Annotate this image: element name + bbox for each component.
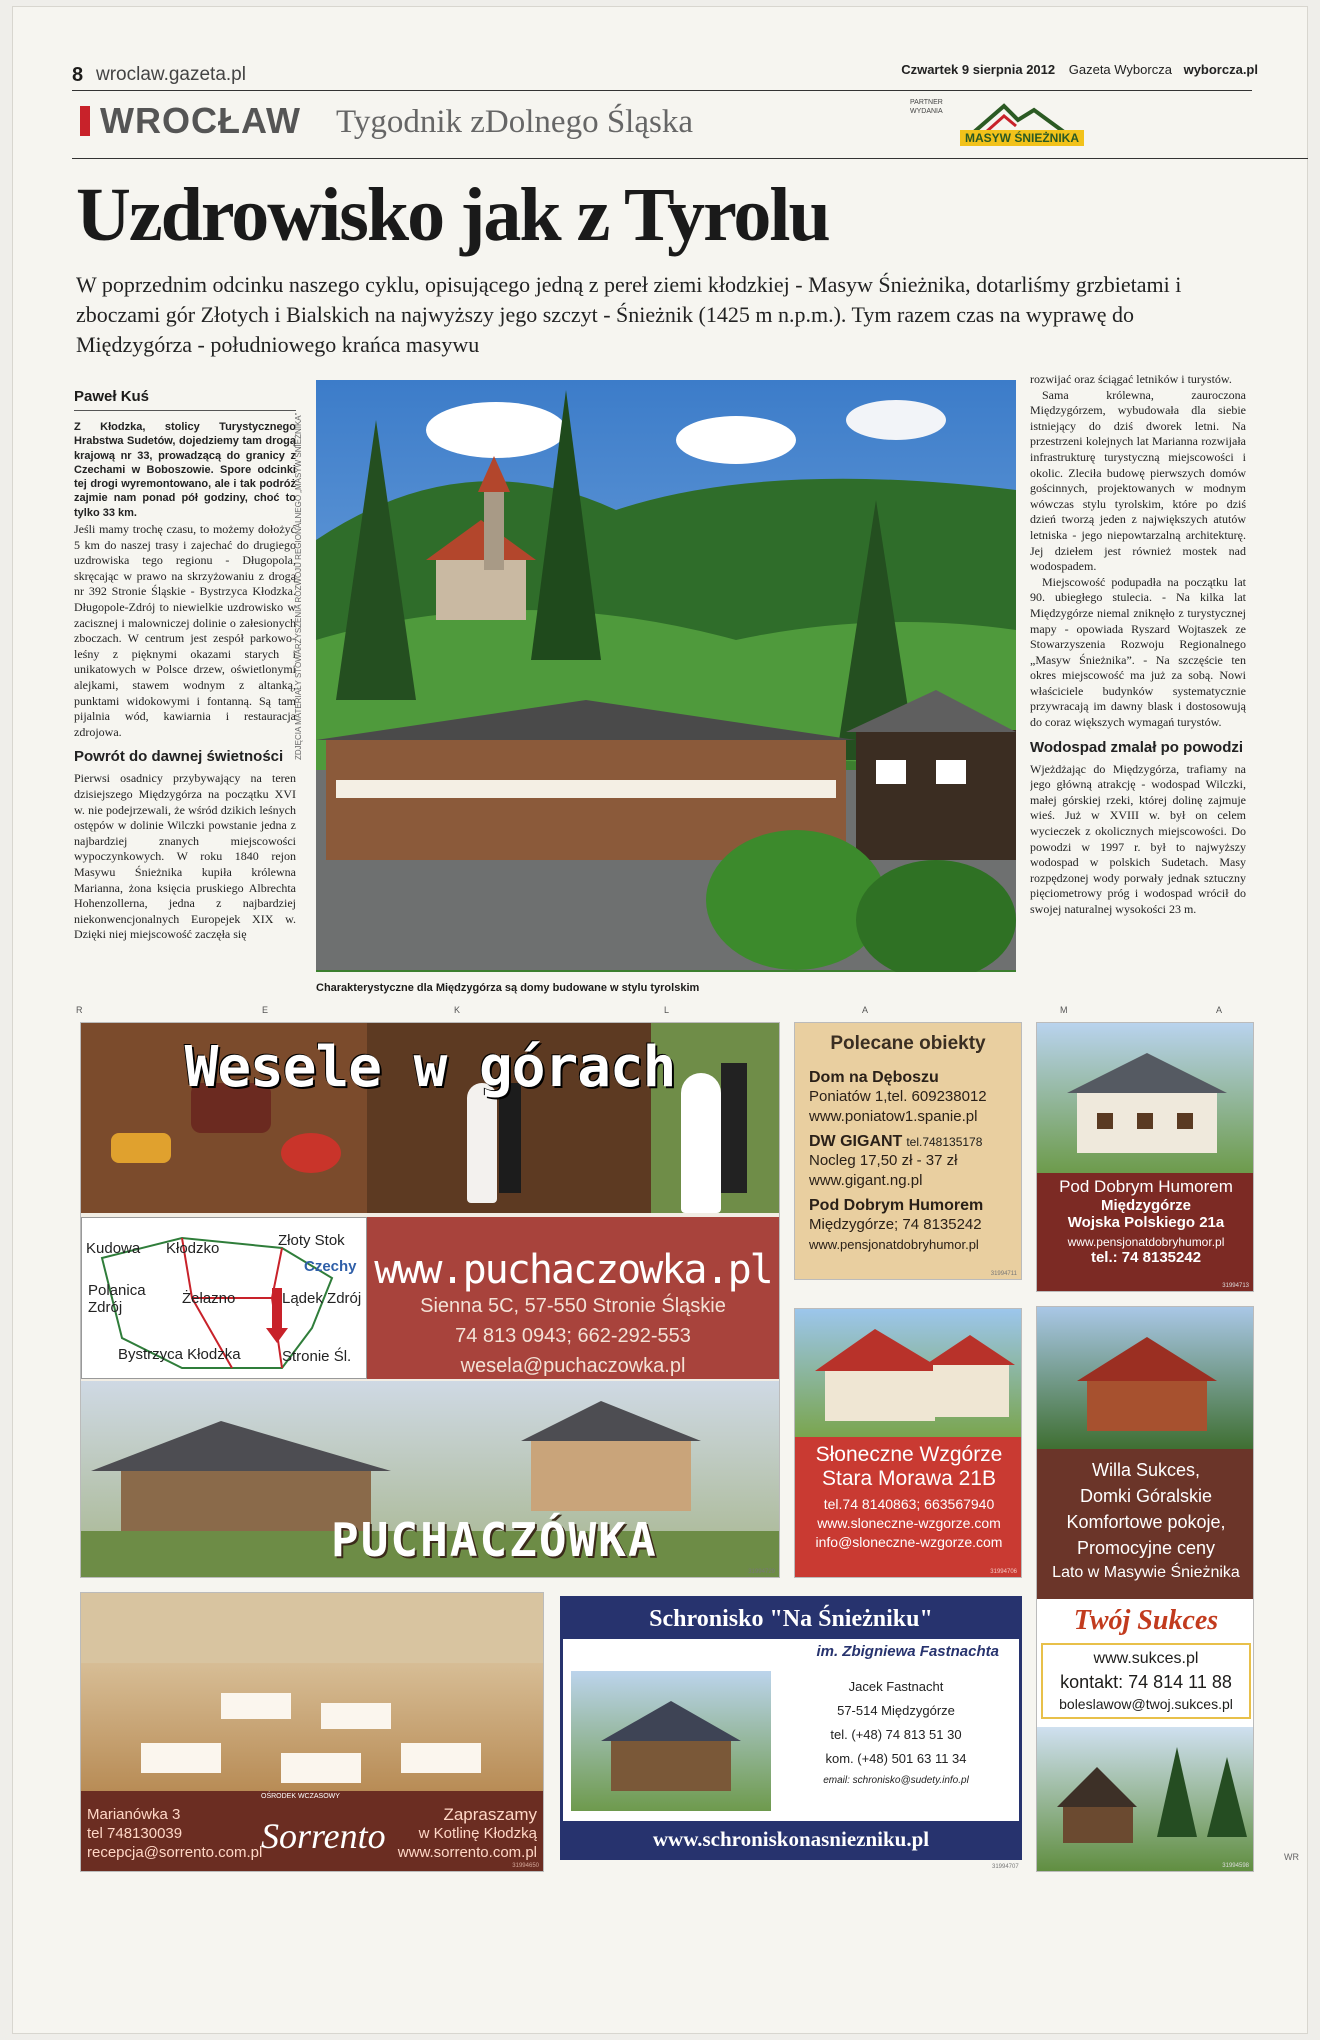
ad-line: Stara Morawa 21B — [822, 1467, 996, 1490]
ad-code: 31994650 — [512, 1863, 539, 1869]
paper-url[interactable]: wyborcza.pl — [1183, 62, 1258, 77]
restaurant-illustration — [81, 1593, 544, 1791]
ad-line: Domki Góralskie — [1079, 1486, 1213, 1506]
reklama-letter: R — [76, 1005, 83, 1015]
cottage-photo — [1037, 1727, 1254, 1872]
offer-panel — [1037, 1449, 1254, 1599]
partner-logo-text: MASYW ŚNIEŻNIKA — [960, 130, 1084, 146]
ad-polecane-obiekty[interactable] — [794, 1022, 1022, 1280]
ad-schronisko[interactable] — [560, 1596, 1022, 1860]
contact-panel — [795, 1443, 1022, 1552]
headline: Uzdrowisko jak z Tyrolu — [76, 173, 829, 257]
ad-code: 31994598 — [1222, 1863, 1249, 1869]
listing-url[interactable]: www.poniatow1.spanie.pl — [809, 1108, 978, 1125]
lead-paragraph: W poprzednim odcinku naszego cyklu, opisującego jedną z pereł ziemi kłodzkiej - Masyw Śnieżnika, dotarliśmy grzbietami i zboczami gór Złotych i Bialskich na najwyższy jego szczyt - Śnieżnik (1425 m n.p.m.). Tym razem czas na wyprawę do Międzygórza - południowego krańca masywu — [76, 272, 1182, 357]
ad-email[interactable]: info@sloneczne-wzgorze.com — [815, 1534, 1003, 1550]
reklama-letter: E — [262, 1005, 269, 1015]
listing-item[interactable] — [795, 1069, 1021, 1127]
listing-tel: tel.748135178 — [906, 1135, 983, 1149]
listing-line: Nocleg 17,50 zł - 37 zł — [809, 1152, 958, 1169]
listing-line: Poniatów 1,tel. 609238012 — [809, 1088, 987, 1105]
listing-url[interactable]: www.pensjonatdobryhumor.pl — [809, 1237, 979, 1252]
guesthouse-illustration — [1037, 1023, 1254, 1173]
sorrento-logo: Sorrento — [261, 1816, 386, 1856]
ad-subtitle: im. Zbigniewa Fastnachta — [816, 1643, 999, 1660]
ad-url[interactable]: www.sloneczne-wzgorze.com — [817, 1515, 1001, 1531]
map-label: Kłodzko — [166, 1240, 220, 1257]
ad-tel: tel.: 74 8135242 — [1090, 1249, 1202, 1266]
map-label: Stronie Śl. — [282, 1348, 352, 1365]
ad-address: Sienna 5C, 57-550 Stronie Śląskie — [420, 1295, 726, 1317]
reklama-letter: M — [1060, 1005, 1068, 1015]
ad-line: Pod Dobrym Humorem — [1059, 1177, 1233, 1196]
map-label: Kudowa — [86, 1240, 141, 1257]
house-photo — [795, 1309, 1022, 1437]
ad-line: Wojska Polskiego 21a — [1067, 1214, 1225, 1231]
reklama-letter: L — [664, 1005, 670, 1015]
ad-invite: Zapraszamy — [443, 1805, 537, 1824]
shelter-photo — [571, 1671, 771, 1811]
author: Paweł Kuś — [74, 388, 150, 405]
ad-url[interactable]: www.pensjonatdobryhumor.pl — [1067, 1235, 1225, 1249]
photo-credit: ZDJĘCIA MATERIAŁY STOWARZYSZENIA ROZWOJU REGIONALNEGO „MASYW ŚNIEŻNIKA” — [294, 412, 303, 760]
reklama-letter: K — [454, 1005, 461, 1015]
map-label: Bystrzyca Kłodzka — [118, 1346, 241, 1363]
restaurant-photo — [81, 1593, 544, 1791]
villa-photo — [1037, 1307, 1254, 1449]
subheading: Wodospad zmalał po powodzi — [1030, 738, 1244, 756]
ad-email[interactable]: boleslawow@twoj.sukces.pl — [1059, 1696, 1233, 1712]
ad-email[interactable]: wesela@puchaczowka.pl — [460, 1355, 686, 1377]
ad-line: 57-514 Międzygórze — [837, 1703, 955, 1718]
contact-left — [87, 1805, 262, 1862]
article-paragraph: Miejscowość podupadła na początku lat 90. ubiegłego stulecia. - Na kilka lat Międzygórze niemal zniknęło z turystycznej mapy - opowiada Ryszard Wojtaszek ze Stowarzyszenia Rozwoju Regionalnego „Masyw Śnieżnika”. - Na szczęście ten okres miejscowość ma już za sobą. Nowi właściciele budynków systematycznie przywracają im dawny blask i dostosowują do coraz większych wymagań turystów. — [1030, 574, 1246, 730]
listing-item[interactable] — [795, 1133, 1021, 1191]
section-title: WROCŁAW — [100, 100, 301, 141]
map-label: Żelazno — [182, 1290, 236, 1307]
ad-label: OŚRODEK WCZASOWY — [261, 1793, 340, 1800]
ad-email[interactable]: email: schronisko@sudety.info.pl — [823, 1775, 969, 1786]
article-paragraph: Jeśli mamy trochę czasu, to możemy dołożyć 5 km do naszej trasy i zajechać do drugiego uzdrowiska tego regionu - Długopola, skręcając w prawo na skrzyżowaniu z drogą nr 392 Stronie Śląskie - Bystrzyca Kłodzka. Długopole-Zdrój to niewielkie uzdrowisko w zacisznej i malowniczej dolinie o załesionych zboczach. W centrum jest zespół parkowo-leśny z pięknymi okazami starych i unikatowych w Polsce drzew, oświetlonymi alejkami, stawem wodnym z altanką, punktami widokowymi i fontanną. Są tam pijalnia wód, kawiarnia i restauracja zdrojowa. — [74, 522, 296, 739]
ad-code: 31994707 — [992, 1864, 1019, 1870]
ad-line: kom. (+48) 501 63 11 34 — [825, 1751, 967, 1766]
region-map — [81, 1217, 367, 1379]
article-paragraph: rozwijać oraz ściągać letników i turystów. — [1030, 372, 1232, 386]
header-rule — [72, 90, 1252, 91]
section-subtitle: Tygodnik zDolnego Śląska — [336, 104, 693, 140]
ad-code: 31994706 — [990, 1569, 1017, 1575]
partner-label: PARTNER WYDANIA — [910, 99, 943, 115]
ad-tel: tel.74 8140863; 663567940 — [823, 1496, 995, 1512]
ad-phone: 74 813 0943; 662-292-553 — [455, 1325, 691, 1347]
ad-place: w Kotlinę Kłodzką — [418, 1825, 537, 1842]
site-url[interactable]: wroclaw.gazeta.pl — [96, 64, 246, 85]
paper-name: Gazeta Wyborcza — [1068, 62, 1172, 77]
ad-url[interactable]: www.schroniskonasniezniku.pl — [563, 1821, 1019, 1857]
ad-brand: PUCHACZÓWKA — [331, 1513, 658, 1567]
map-label: Lądek Zdrój — [282, 1290, 362, 1307]
issue-info — [901, 62, 1258, 77]
villa-illustration — [1037, 1307, 1254, 1449]
ad-willa-sukces[interactable] — [1036, 1306, 1254, 1872]
ad-code: 31994711 — [990, 1271, 1017, 1277]
village-photo-illustration — [316, 380, 1016, 972]
ad-url[interactable]: www.puchaczowka.pl — [374, 1247, 772, 1293]
ad-code: 31994729 — [748, 1569, 775, 1575]
listing-url[interactable]: www.gigant.ng.pl — [809, 1172, 923, 1189]
ad-title: Polecane obiekty — [830, 1033, 986, 1054]
ad-url[interactable]: www.sukces.pl — [1093, 1650, 1199, 1667]
header-rule-bottom — [72, 158, 1308, 159]
map-label: Czechy — [304, 1258, 357, 1275]
contact-box — [1041, 1643, 1251, 1719]
shelter-illustration — [571, 1671, 771, 1811]
ad-puchaczowka[interactable] — [80, 1022, 780, 1578]
house-illustration — [795, 1309, 1022, 1437]
article-intro: Z Kłodzka, stolicy Turystycznego Hrabstwa Sudetów, dojedziemy tam drogą krajową nr 33, prowadzącą do granicy z Czechami w Boboszowie. Spore odcinki tej drogi wyremontowano, ale i tak podróż zajmie nam ponad pół godziny, choć to tylko 33 km. — [74, 421, 296, 519]
contact-details — [783, 1675, 1009, 1791]
ad-pod-dobrym-humorem[interactable] — [1036, 1022, 1254, 1292]
ad-line: tel. (+48) 74 813 51 30 — [830, 1727, 962, 1742]
ad-email[interactable]: recepcja@sorrento.com.pl — [87, 1844, 263, 1861]
guesthouse-photo — [1037, 1023, 1254, 1173]
ad-line: Willa Sukces, — [1091, 1460, 1201, 1480]
article-paragraph: Wjeżdżając do Międzygórza, trafiamy na jego główną atrakcję - wodospad Wilczki, małej górskiej rzeki, której dolinę zajmuje wieś. Już w XVIII w. był on celem wycieczek z okolicznych miejscowości. Do powodzi w 1997 r. był to najwyższy wodospad w polskich Sudetach. Masy rozpędzonej wody porwały jednak sztuczny pięciometrowy próg i wodospad wrócił do swojej naturalnej wysokości 23 m. — [1030, 761, 1246, 916]
article-photo — [316, 380, 1016, 972]
ad-url[interactable]: www.sorrento.com.pl — [397, 1844, 537, 1861]
article-column-right — [1030, 372, 1246, 992]
page-number: 8 — [72, 64, 84, 86]
ad-line: Międzygórze — [1100, 1197, 1191, 1214]
ad-code: 31994713 — [1222, 1283, 1249, 1289]
article-paragraph: Pierwsi osadnicy przybywający na teren dzisiejszego Międzygórza na początku XVI w. nie podejrzewali, że wśród dzikich leśnych ostępów w dolinie Wilczki powstanie jedna z najbardziej znanych miejscowości wypoczynkowych. W roku 1840 rejon Masywu Śnieżnika kupiła królewna Marianna, żona księcia pruskiego Albrechta Hohenzollerna, jedna z najbardziej niekonwencjonalnych Europejek XIX w. Dzięki niej miejscowość zaczęła się — [74, 771, 296, 942]
photo-caption: Charakterystyczne dla Międzygórza są domy budowane w stylu tyrolskim — [316, 982, 700, 994]
listing-item[interactable] — [795, 1197, 1021, 1255]
ad-line: Słoneczne Wzgórze — [815, 1443, 1003, 1466]
masyw-sniznika-logo — [956, 98, 1106, 150]
contact-panel — [1037, 1173, 1254, 1292]
listing-line: Międzygórze; 74 8135242 — [809, 1216, 982, 1233]
author-rule — [74, 410, 296, 411]
article-paragraph: Sama królewna, zauroczona Międzygórzem, wybudowała dla siebie istniejący do dziś dworek letni. Na przestrzeni kolejnych lat Marianna rozwijała infrastrukturę turystyczną miejscowości i okolic. Zleciła budowę pierwszych domów gościnnych, projektowanych w modnym wówczas stylu tyrolskim, które po dziś dzień tworzą jeden z największych atutów letniska - jego niepowtarzalną architekturę. Jej dziełem jest również mostek nad wodospadem. — [1030, 387, 1246, 574]
listing-name: Dom na Dęboszu — [809, 1069, 939, 1086]
article-column-left — [74, 420, 296, 980]
listing-name: DW GIGANT — [809, 1133, 903, 1150]
ad-line: Promocyjne ceny — [1076, 1538, 1216, 1558]
ad-tel: tel 748130039 — [87, 1825, 183, 1842]
reklama-letter: A — [862, 1005, 869, 1015]
map-label: Złoty Stok — [278, 1232, 345, 1249]
section-marker — [80, 106, 90, 136]
ad-line: Jacek Fastnacht — [848, 1679, 944, 1694]
ad-address: Marianówka 3 — [87, 1806, 181, 1823]
sukces-logo: Twój Sukces — [1073, 1605, 1219, 1636]
listing-name: Pod Dobrym Humorem — [809, 1197, 984, 1214]
ad-line: Lato w Masywie Śnieżnika — [1052, 1564, 1240, 1581]
reklama-letter: A — [1216, 1005, 1223, 1015]
ad-sloneczne-wzgorze[interactable] — [794, 1308, 1022, 1578]
ad-line: Komfortowe pokoje, — [1066, 1512, 1226, 1532]
ad-sorrento[interactable] — [80, 1592, 544, 1872]
footer-tag: WR — [1284, 1852, 1299, 1862]
ad-title: Wesele w górach — [184, 1035, 676, 1100]
subheading: Powrót do dawnej świetności — [74, 748, 284, 766]
contact-right — [398, 1805, 537, 1862]
cottage-illustration — [1037, 1727, 1254, 1872]
ad-title: Schronisko "Na Śnieżniku" — [563, 1599, 1019, 1639]
ad-contact: kontakt: 74 814 11 88 — [1060, 1672, 1232, 1692]
issue-date: Czwartek 9 sierpnia 2012 — [901, 62, 1056, 77]
map-label: Polanica Zdrój — [88, 1282, 146, 1316]
